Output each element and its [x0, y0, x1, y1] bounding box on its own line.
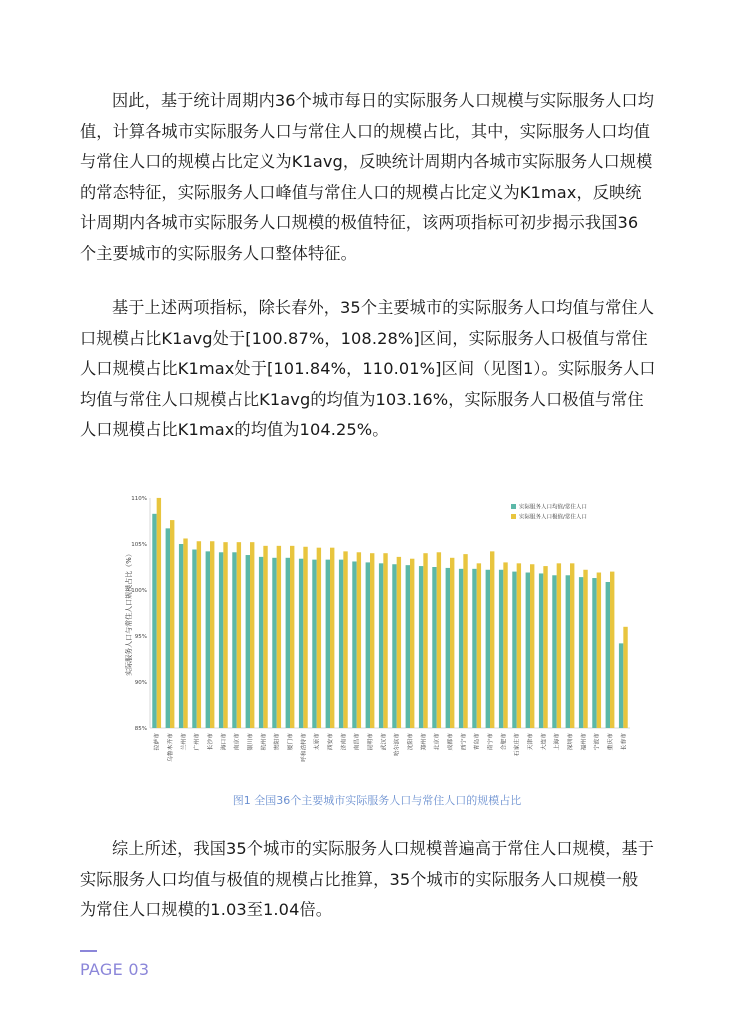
x-tick-label: 长沙市	[208, 733, 214, 751]
bar-max	[183, 538, 187, 728]
bar-max	[330, 548, 334, 728]
x-tick-label: 天津市	[528, 733, 534, 751]
x-tick-label: 拉萨市	[154, 733, 161, 751]
bar-max	[210, 541, 214, 728]
bar-avg	[326, 560, 330, 728]
bar-max	[490, 551, 494, 728]
bar-avg	[352, 561, 356, 728]
bar-max	[383, 553, 387, 728]
x-tick-label: 上海市	[554, 733, 561, 751]
y-tick-label: 85%	[134, 726, 147, 732]
p1-line: 的常态特征，实际服务人口峰值与常住人口的规模占比定义为K1max，反映统	[80, 182, 642, 202]
bar-avg	[152, 514, 156, 728]
x-tick-label: 石家庄市	[514, 733, 521, 757]
bar-avg	[272, 558, 276, 728]
bar-max	[290, 546, 294, 728]
bar-max	[597, 573, 601, 728]
y-tick-label: 90%	[134, 680, 147, 686]
bar-max	[423, 553, 427, 728]
p1-line: 与常住人口的规模占比定义为K1avg，反映统计周期内各城市实际服务人口规模	[80, 152, 653, 171]
x-tick-label: 青岛市	[474, 733, 481, 751]
bar-max	[450, 558, 454, 728]
legend-label: 实际服务人口均值/常住人口	[519, 504, 587, 511]
bar-avg	[379, 563, 383, 728]
x-tick-label: 西宁市	[461, 733, 468, 751]
x-tick-label: 海口市	[221, 733, 228, 751]
bar-avg	[299, 559, 303, 728]
bar-max	[477, 563, 481, 728]
bar-avg	[539, 573, 543, 728]
bar-max	[223, 542, 227, 728]
x-tick-label: 杭州市	[261, 733, 268, 751]
x-tick-label: 宁波市	[594, 733, 601, 751]
bar-avg	[259, 557, 263, 728]
bar-max	[570, 563, 574, 728]
bar-avg	[472, 569, 476, 728]
bar-avg	[206, 551, 210, 728]
y-tick-label: 105%	[131, 542, 147, 548]
bar-max	[557, 563, 561, 728]
x-tick-label: 银川市	[248, 733, 254, 751]
bar-avg	[619, 643, 623, 728]
x-tick-label: 合肥市	[501, 733, 508, 751]
x-tick-label: 乌鲁木齐市	[168, 733, 174, 762]
bar-max	[410, 559, 414, 728]
x-tick-label: 长春市	[621, 733, 628, 751]
bar-max	[343, 551, 347, 728]
bar-avg	[512, 572, 516, 728]
x-tick-label: 深圳市	[568, 733, 574, 751]
bar-max	[517, 563, 521, 728]
ratio-bar-chart	[118, 486, 638, 786]
bar-avg	[552, 575, 556, 728]
legend-label: 实际服务人口极值/常住人口	[519, 514, 587, 521]
bar-max	[463, 554, 467, 728]
bar-avg	[219, 552, 223, 728]
legend-swatch	[511, 504, 516, 509]
x-tick-label: 南昌市	[354, 733, 361, 751]
p2-line: 基于上述两项指标，除长春外，35个主要城市的实际服务人口均值与常住人	[112, 298, 654, 317]
p3-line: 为常住人口规模的1.03至1.04倍。	[80, 900, 333, 919]
figure-caption: 图1 全国36个主要城市实际服务人口与常住人口的规模占比	[232, 794, 522, 807]
x-tick-label: 重庆市	[608, 733, 614, 751]
bar-avg	[566, 575, 570, 728]
x-tick-label: 武汉市	[381, 733, 388, 751]
bar-max	[610, 572, 614, 728]
bar-max	[370, 553, 374, 728]
x-tick-label: 郑州市	[421, 733, 428, 751]
bar-max	[357, 552, 361, 728]
y-tick-label: 95%	[134, 634, 147, 640]
bar-avg	[406, 565, 410, 728]
x-tick-label: 太原市	[314, 733, 321, 751]
x-tick-label: 呼和浩特市	[301, 733, 308, 762]
bar-avg	[459, 569, 463, 728]
bar-max	[530, 564, 534, 728]
bar-avg	[499, 570, 503, 728]
x-tick-label: 济南市	[341, 733, 348, 751]
p2-line: 人口规模占比K1max处于[101.84%，110.01%]区间（见图1）。实际服务人口	[80, 359, 656, 378]
x-tick-label: 哈尔滨市	[394, 733, 401, 757]
paragraph-indicators	[80, 293, 680, 446]
bar-avg	[446, 568, 450, 728]
bar-max	[543, 566, 547, 728]
bar-avg	[592, 578, 596, 728]
p1-line: 因此，基于统计周期内36个城市每日的实际服务人口规模与实际服务人口均	[112, 91, 654, 110]
x-tick-label: 成都市	[448, 733, 454, 751]
x-tick-label: 广州市	[194, 733, 201, 751]
p3-line: 综上所述，我国35个城市的实际服务人口规模普遍高于常住人口规模，基于	[112, 839, 654, 858]
bar-max	[237, 542, 241, 728]
bar-avg	[339, 560, 343, 728]
bar-avg	[392, 564, 396, 728]
chart-container	[118, 486, 638, 786]
y-tick-label: 100%	[131, 588, 147, 594]
paragraph-conclusion	[80, 834, 680, 926]
x-tick-label: 昆明市	[368, 733, 374, 751]
bar-avg	[179, 544, 183, 728]
x-tick-label: 南京市	[234, 733, 241, 751]
bar-avg	[606, 582, 610, 728]
bar-max	[503, 562, 507, 728]
bar-max	[623, 627, 627, 728]
p1-line: 个主要城市的实际服务人口整体特征。	[80, 243, 357, 263]
x-tick-label: 南宁市	[488, 733, 494, 751]
bar-max	[250, 542, 254, 728]
x-tick-label: 沈阳市	[408, 733, 414, 751]
bar-max	[303, 547, 307, 728]
paragraph-intro	[80, 86, 680, 269]
x-tick-label: 大连市	[541, 733, 548, 751]
x-tick-label: 厦门市	[288, 733, 294, 751]
x-tick-label: 兰州市	[181, 733, 188, 751]
legend-swatch	[511, 514, 516, 519]
page-marker-dash	[80, 950, 97, 952]
page-number: PAGE 03	[80, 960, 150, 979]
bar-avg	[486, 570, 490, 728]
p3-line: 实际服务人口均值与极值的规模占比推算，35个城市的实际服务人口规模一般	[80, 869, 639, 889]
p2-line: 口规模占比K1avg处于[100.87%，108.28%]区间，实际服务人口极值与常住	[80, 328, 648, 348]
x-tick-label: 西安市	[328, 733, 334, 751]
bar-max	[397, 557, 401, 728]
bar-max	[437, 552, 441, 728]
bar-avg	[286, 558, 290, 728]
bar-avg	[192, 550, 196, 728]
x-tick-label: 北京市	[434, 733, 441, 751]
bar-max	[263, 546, 267, 728]
bar-avg	[232, 552, 236, 728]
bar-avg	[166, 528, 170, 728]
bar-avg	[432, 567, 436, 728]
bar-max	[317, 548, 321, 728]
bar-max	[170, 520, 174, 728]
p1-line: 值，计算各城市实际服务人口与常住人口的规模占比，其中，实际服务人口均值	[80, 121, 651, 141]
y-axis-title: 实际服务人口与常住人口规模占比（%）	[125, 550, 133, 676]
x-tick-label: 福州市	[581, 733, 588, 751]
bar-avg	[312, 560, 316, 728]
bar-avg	[579, 577, 583, 728]
bar-max	[197, 541, 201, 728]
bar-max	[583, 570, 587, 728]
y-tick-label: 110%	[131, 496, 147, 502]
bar-max	[157, 498, 161, 728]
bar-avg	[246, 555, 250, 728]
bar-avg	[526, 573, 530, 728]
p2-line: 均值与常住人口规模占比K1avg的均值为103.16%，实际服务人口极值与常住	[80, 389, 644, 409]
x-tick-label: 贵阳市	[274, 733, 281, 751]
bar-max	[277, 546, 281, 728]
bar-avg	[419, 566, 423, 728]
p1-line: 计周期内各城市实际服务人口规模的极值特征，该两项指标可初步揭示我国36	[80, 213, 639, 232]
p2-line: 人口规模占比K1max的均值为104.25%。	[80, 420, 389, 439]
bar-avg	[366, 562, 370, 728]
